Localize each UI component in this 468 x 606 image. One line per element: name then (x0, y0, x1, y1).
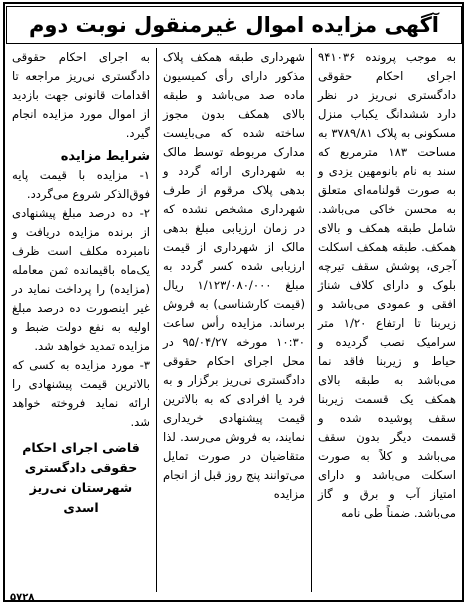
conditions-heading: شرایط مزایده (60, 149, 150, 164)
column-1-text: به موجب پرونده ۹۴۱۰۳۶ اجرای احکام حقوقی دادگستری نی‌ریز در نظر دارد ششدانگ یکباب منزل مسکونی به پلاک ۳۷۸۹/۸۱ به مساحت ۱۸۳ مترمربع که سند به نام بانومهین یزدی و به صورت قولنامه‌ای متعلق به محسن خاکی می‌باشد. شامل طبقه همکف و بالای همکف. طبقه همکف اسکلت آجری، پوشش سقف تیرچه بلوک و دارای کلاف شناژ افقی و عمودی می‌باشد و زیربنا تا ارتفاع ۱/۲۰ متر سرامیک نصب گردیده و حیاط و زیربنا فاقد نما می‌باشد به طبقه بالای همکف یک قسمت زیربنا سقف پوشیده شده و قسمت دیگر بدون سقف می‌باشد و کلاً به صورت اسکلت می‌باشد و دارای امتیاز آب و برق و گاز می‌باشد. ضمناً طی نامه (318, 50, 457, 520)
notice-columns (6, 48, 462, 592)
column-2-text: شهرداری طبقه همکف پلاک مذکور دارای رأی کمیسیون ماده صد می‌باشد و طبقه بالای همکف بدون مجوز ساخته شده که می‌بایست مدارک مربوطه توسط مالک به شهرداری ارائه گردد و بدهی پلاک مرقوم از طرف شهرداری مشخص نشده که در زمان ارزیابی مبلغ بدهی مالک از شهرداری از قیمت ارزیابی شده کسر گردد به مبلغ ۱/۱۲۳/۰۸۰/۰۰۰ ریال (قیمت کارشناسی) به فروش برساند. مزایده رأس ساعت ۱۰:۳۰ مورخه ۹۵/۰۴/۲۷ در محل اجرای احکام حقوقی دادگستری نی‌ریز برگزار و به فرد یا افرادی که به بالاترین قیمت پیشنهادی خریداری نمایند، به فروش می‌رسد. لذا متقاضیان در صورت تمایل می‌توانند پنج روز قبل از انجام مزایده (163, 50, 305, 501)
column-3 (6, 48, 157, 592)
condition-2: ۲- ده درصد مبلغ پیشنهادی از برنده مزایده دریافت و نامبرده مکلف است ظرف یک‌ماه باقیمانده ثمن معامله (مزایده) را پرداخت نماید در غیر اینصورت ده درصد مبلغ اولیه به نفع دولت ضبط و مزایده تمدید خواهد شد. (12, 206, 150, 353)
condition-3: ۳- مورد مزایده به کسی که بالاترین قیمت پیشنهادی را ارائه نماید فروخته خواهد شد. (12, 358, 150, 429)
condition-1: ۱- مزایده با قیمت پایه فوق‌الذکر شروع می‌گردد. (12, 168, 150, 201)
column-2 (157, 48, 312, 592)
column-1 (312, 48, 462, 592)
notice-title: آگهی مزایده اموال غیرمنقول نوبت دوم (6, 6, 462, 44)
column-3-intro: به اجرای احکام حقوقی دادگستری نی‌ریز مراجعه تا اقدامات قانونی جهت بازدید از اموال مورد مزایده انجام گیرد. (12, 50, 150, 140)
judge-signature: قاضی اجرای احکام حقوقی دادگستری شهرستان نی‌ریز اسدی (22, 440, 140, 515)
ad-code: ۵۷۲۸ (10, 592, 35, 603)
